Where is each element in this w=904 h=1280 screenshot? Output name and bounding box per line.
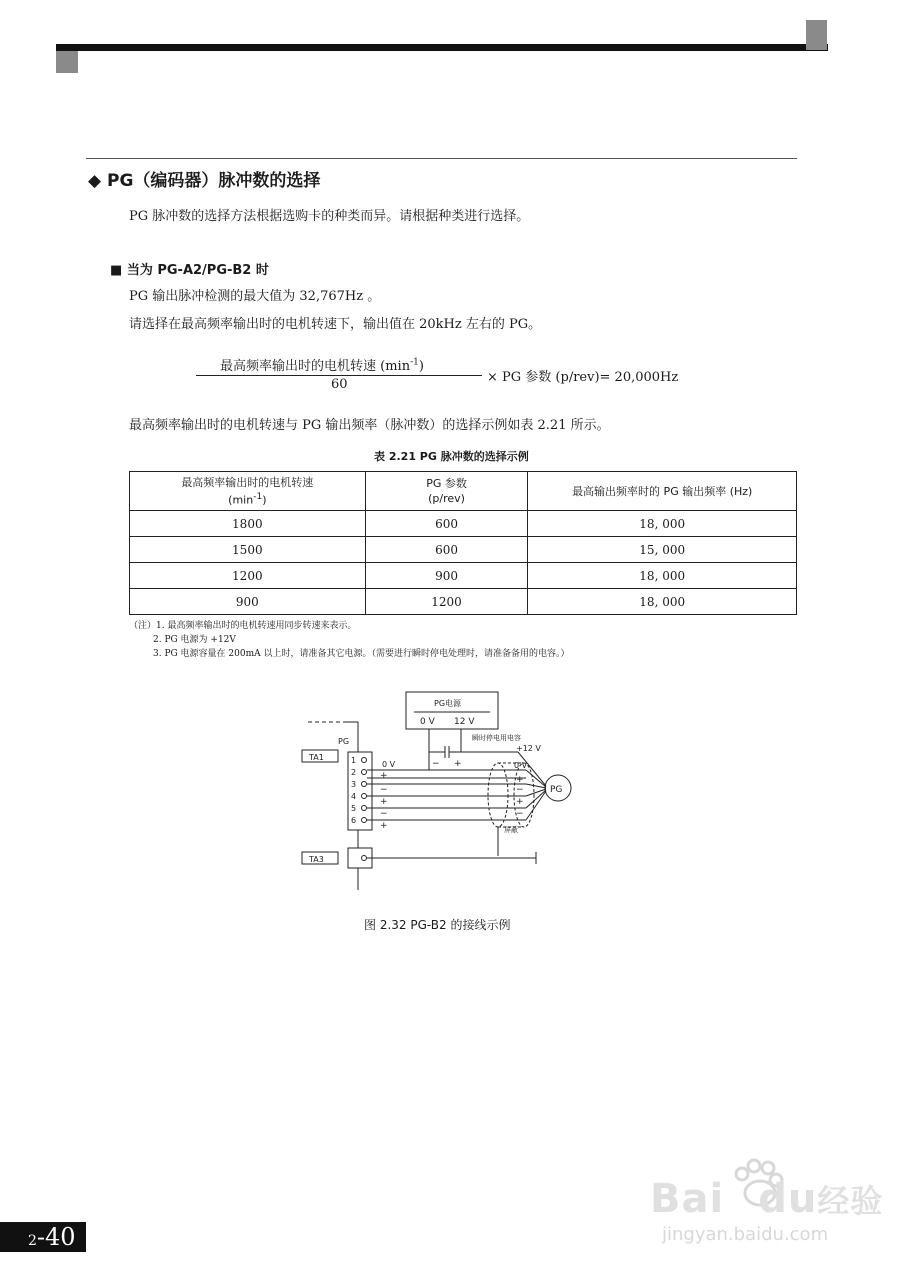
page-number: 2-40 <box>0 1222 86 1252</box>
table-caption: 表 2.21 PG 脉冲数的选择示例 <box>374 450 529 463</box>
table-row <box>130 537 797 563</box>
header-pg-parameter: PG 参数 (p/rev) <box>365 472 528 511</box>
shield-ellipse-left <box>488 763 508 827</box>
subsection-line-1: PG 输出脉冲检测的最大值为 32,767Hz 。 <box>129 289 381 304</box>
header-pg-output-frequency: 最高输出频率时的 PG 输出频率 (Hz) <box>528 472 797 511</box>
section-intro: PG 脉冲数的选择方法根据选购卡的种类而异。请根据种类进行选择。 <box>129 209 530 224</box>
figure-caption: 图 2.32 PG-B2 的接线示例 <box>364 918 511 932</box>
note-3: 3. PG 电源容量在 200mA 以上时，请准备其它电源。（需要进行瞬时停电处理时，请准备备用的电容。） <box>153 649 570 659</box>
right-label: − <box>516 785 524 795</box>
header-bar <box>56 44 828 51</box>
subsection-line-2: 请选择在最高频率输出时的电机转速下，输出值在 20kHz 左右的 PG。 <box>129 317 542 332</box>
baidu-watermark: Bai du经验 jingyan.baidu.com <box>650 1148 860 1248</box>
pin-label: 3 <box>351 780 357 789</box>
pg-tag: PG <box>338 737 350 746</box>
power-12v-label: 12 V <box>454 717 475 727</box>
power-box-label: PG电源 <box>434 699 462 708</box>
pg-motor-label: PG <box>550 785 563 795</box>
formula-numerator: 最高频率输出时的电机转速 $(\min^{-1})$ <box>220 357 424 374</box>
ta3-label: TA3 <box>309 855 324 864</box>
square-bullet-icon: ■ <box>110 263 123 278</box>
table-notes <box>129 619 570 661</box>
pin-label: 5 <box>351 804 357 813</box>
wire-label: + <box>380 771 388 781</box>
wire-label: + <box>380 821 388 831</box>
cap-label: 瞬时停电用电容 <box>472 734 521 742</box>
header-motor-speed: 最高频率输出时的电机转速 $(\min^{-1})$ <box>130 472 366 511</box>
plus-12v-label: +12 V <box>516 744 541 753</box>
table-cell: 1800 <box>130 511 366 537</box>
section-title: ◆ PG（编码器）脉冲数的选择 <box>88 171 321 191</box>
formula-rhs: × PG 参数 (p/rev)= 20,000Hz <box>487 370 679 385</box>
table-cell: 1200 <box>130 563 366 589</box>
ta1-label: TA1 <box>309 753 324 762</box>
table-row <box>130 589 797 615</box>
subsection-title: ■ 当为 PG-A2/PG-B2 时 <box>110 263 269 278</box>
table-cell: 600 <box>365 511 528 537</box>
table-header-row <box>130 472 797 511</box>
pg-pulse-table <box>129 471 797 615</box>
power-0v-label: 0 V <box>420 717 435 727</box>
table-cell: 1500 <box>130 537 366 563</box>
header-square-right <box>806 20 827 50</box>
table-cell: 1200 <box>365 589 528 615</box>
cap-minus: − <box>432 759 440 769</box>
right-label: + <box>516 775 524 785</box>
diamond-icon: ◆ <box>88 171 102 191</box>
right-label: 0 V <box>514 761 528 770</box>
table-cell: 18, 000 <box>528 589 797 615</box>
table-cell: 900 <box>130 589 366 615</box>
table-intro: 最高频率输出时的电机转速与 PG 输出频率（脉冲数）的选择示例如表 2.21 所示。 <box>129 418 610 433</box>
wire-label: + <box>380 797 388 807</box>
table-cell: 18, 000 <box>528 511 797 537</box>
table-cell: 600 <box>365 537 528 563</box>
wire-label: − <box>380 809 388 819</box>
section-rule <box>86 158 797 159</box>
note-1: （注）1. 最高频率输出时的电机转速用同步转速来表示。 <box>129 621 357 631</box>
formula-fraction-bar <box>196 375 482 376</box>
cap-plus: + <box>454 759 462 769</box>
table-cell: 18, 000 <box>528 563 797 589</box>
note-2: 2. PG 电源为 +12V <box>153 635 236 645</box>
ta3-terminal <box>362 856 367 861</box>
table-cell: 15, 000 <box>528 537 797 563</box>
table-row <box>130 563 797 589</box>
table-row <box>130 511 797 537</box>
wiring-diagram <box>296 686 596 896</box>
right-label: + <box>516 797 524 807</box>
terminal-circles <box>362 758 367 823</box>
header-square-left <box>56 51 78 73</box>
shield-label: 屏蔽 <box>504 826 518 834</box>
pin-label: 2 <box>351 768 357 777</box>
pin-label: 1 <box>351 756 357 765</box>
wire-label: − <box>380 785 388 795</box>
pin-label: 4 <box>351 792 357 801</box>
formula-denominator: 60 <box>331 377 348 392</box>
table-cell: 900 <box>365 563 528 589</box>
right-label: − <box>516 809 524 819</box>
wire-label: 0 V <box>382 760 396 769</box>
pin-label: 6 <box>351 816 357 825</box>
